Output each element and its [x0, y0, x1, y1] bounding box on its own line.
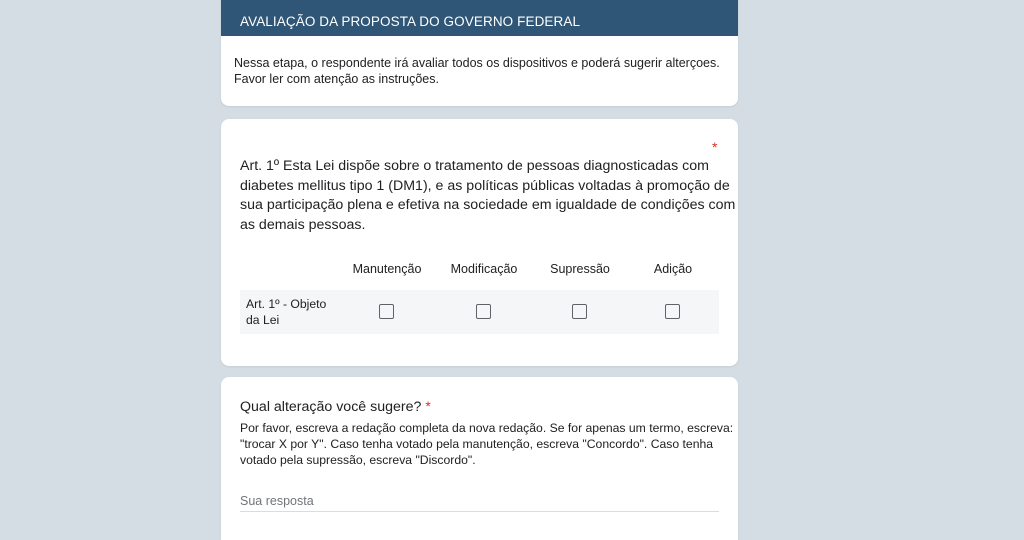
section-description-line: Nessa etapa, o respondente irá avaliar todos os dispositivos e poderá sugerir alterçoes. — [234, 56, 720, 70]
section-header — [221, 0, 738, 36]
question-text-line: sua participação plena e efetiva na sociedade em igualdade de condições com — [240, 197, 736, 213]
checkbox-adicao[interactable] — [665, 304, 680, 319]
column-label-adicao: Adição — [653, 262, 693, 276]
section-title: AVALIAÇÃO DA PROPOSTA DO GOVERNO FEDERAL — [240, 13, 581, 29]
question-card-suggestion — [221, 377, 738, 540]
question-title — [240, 398, 431, 415]
question-help-text — [240, 420, 733, 468]
section-card — [221, 0, 738, 106]
question-text-line: Art. 1º Esta Lei dispõe sobre o tratamento de pessoas diagnosticadas com — [240, 158, 709, 174]
required-asterisk: * — [712, 139, 718, 155]
row-label-line: da Lei — [246, 313, 280, 327]
checkbox-manutencao[interactable] — [379, 304, 394, 319]
checkbox-supressao[interactable] — [572, 304, 587, 319]
required-asterisk: * — [425, 398, 431, 414]
row-label-line: Art. 1º - Objeto — [246, 297, 327, 311]
help-text-line: Por favor, escreva a redação completa da nova redação. Se for apenas um termo, escreva: — [240, 421, 734, 435]
question-title-text: Qual alteração você sugere? — [240, 399, 422, 415]
question-card-art1 — [221, 119, 738, 366]
column-label-manutencao: Manutenção — [352, 262, 422, 276]
section-description-line: Favor ler com atenção as instruções. — [234, 72, 439, 86]
grid-column-headers — [221, 262, 738, 276]
answer-input[interactable] — [240, 490, 719, 512]
grid-row-art1 — [240, 290, 719, 334]
column-label-modificacao: Modificação — [450, 262, 518, 276]
section-description — [221, 36, 738, 87]
help-text-line: votado pela supressão, escreva "Discordo". — [240, 453, 476, 467]
question-text — [240, 157, 736, 235]
help-text-line: "trocar X por Y". Caso tenha votado pela manutenção, escreva "Concordo". Caso tenha — [240, 437, 714, 451]
row-label — [246, 296, 326, 328]
checkbox-modificacao[interactable] — [476, 304, 491, 319]
question-text-line: diabetes mellitus tipo 1 (DM1), e as políticas públicas voltadas à promoção de — [240, 177, 730, 194]
column-label-supressao: Supressão — [550, 262, 610, 276]
question-text-line: as demais pessoas. — [240, 216, 366, 233]
